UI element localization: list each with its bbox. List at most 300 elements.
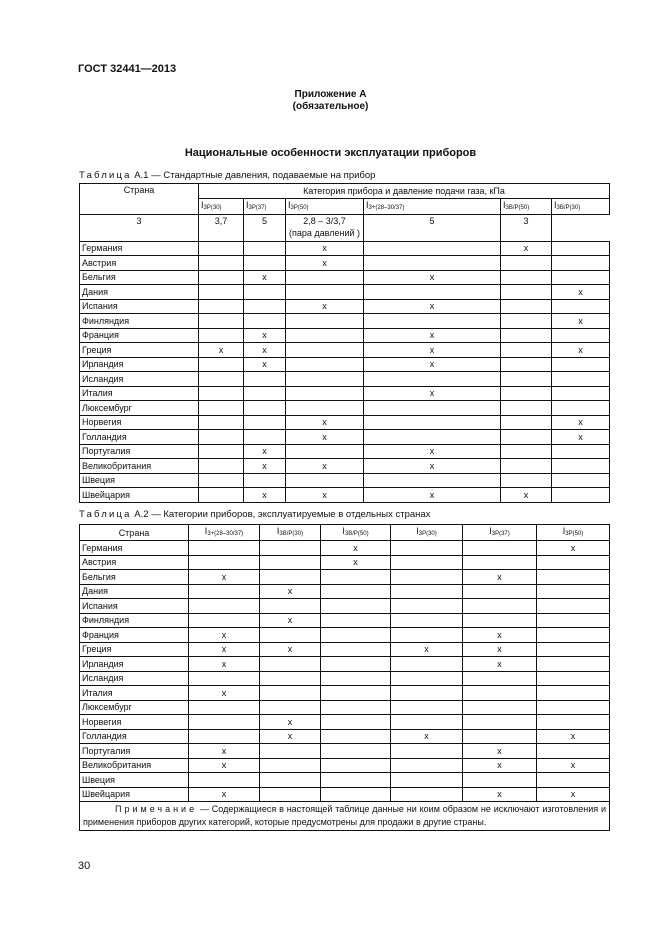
category-base: I [246,199,249,210]
country-cell: Швейцария [80,488,199,503]
mark-cell [501,401,552,416]
mark-cell: x [364,488,501,503]
mark-cell: x [552,285,610,300]
category-base: I [416,526,419,536]
mark-cell: x [286,299,364,314]
table-row [80,459,610,474]
mark-cell [260,628,321,643]
mark-cell [260,744,321,759]
mark-cell [537,570,610,585]
mark-cell [260,671,321,686]
mark-cell: x [364,343,501,358]
category-header-cell [364,198,501,214]
mark-cell: x [260,584,321,599]
mark-cell [244,386,286,401]
table-row [80,343,610,358]
mark-cell [189,599,260,614]
mark-cell [199,386,244,401]
mark-cell [364,241,501,256]
country-cell: Греция [80,642,189,657]
mark-cell: x [244,328,286,343]
mark-cell: x [537,758,610,773]
mark-cell [260,555,321,570]
mark-cell [391,584,463,599]
mark-cell: x [286,415,364,430]
country-cell: Португалия [80,444,199,459]
mark-cell [537,773,610,788]
pressure-value: 3 [136,215,142,226]
appendix-title: Приложение А [294,89,367,100]
table-row [80,599,610,614]
mark-cell: x [244,357,286,372]
mark-cell: x [189,758,260,773]
table-row [80,372,610,387]
category-base: I [489,526,492,536]
mark-cell [286,386,364,401]
mark-cell: x [286,241,364,256]
category-base: I [288,199,291,210]
table-standard-pressures [79,183,610,503]
mark-cell: x [391,642,463,657]
table-row [80,613,610,628]
country-cell: Бельгия [80,270,199,285]
category-base: I [201,199,204,210]
page-number: 30 [78,860,91,872]
table2-caption-text: А.2 — Категории приборов, эксплуатируемые в отдельных странах [134,509,431,520]
pressure-value: 5 [429,215,435,226]
table-row [80,299,610,314]
country-cell: Португалия [80,744,189,759]
category-base: I [204,526,208,536]
table-row [80,686,610,701]
category-subscript: 3+(28–30/37) [368,204,405,211]
mark-cell [321,613,391,628]
pressure-cell [364,214,501,241]
mark-cell [391,555,463,570]
mark-cell [501,430,552,445]
country-cell: Финляндия [80,314,199,329]
mark-cell [501,343,552,358]
mark-cell [552,328,610,343]
mark-cell [199,372,244,387]
mark-cell [463,729,537,744]
category-base: I [366,199,369,210]
category-header-cell [537,525,610,541]
mark-cell [321,584,391,599]
mark-cell [199,473,244,488]
mark-cell: x [286,256,364,271]
mark-cell [260,599,321,614]
table-row [80,642,610,657]
mark-cell [537,657,610,672]
category-header-cell [321,525,391,541]
country-cell: Великобритания [80,459,199,474]
mark-cell: x [286,488,364,503]
mark-cell: x [552,314,610,329]
mark-cell [364,372,501,387]
country-cell: Норвегия [80,415,199,430]
mark-cell [321,570,391,585]
mark-cell [286,444,364,459]
mark-cell [463,584,537,599]
mark-cell [321,686,391,701]
mark-cell: x [364,328,501,343]
mark-cell: x [537,541,610,556]
table-row [80,430,610,445]
country-cell: Великобритания [80,758,189,773]
mark-cell [286,343,364,358]
table-row [80,314,610,329]
mark-cell [501,444,552,459]
country-cell: Ирландия [80,657,189,672]
country-cell: Исландия [80,671,189,686]
category-subscript: 3+(28–30/37) [207,531,244,537]
mark-cell [391,758,463,773]
mark-cell [199,459,244,474]
country-cell: Франция [80,328,199,343]
mark-cell [364,256,501,271]
mark-cell [537,555,610,570]
category-header-cell [391,525,463,541]
mark-cell [463,613,537,628]
category-subscript: 3P(50) [290,204,309,211]
table-row [80,256,610,271]
mark-cell [244,314,286,329]
mark-cell [537,744,610,759]
country-cell: Люксембург [80,401,199,416]
mark-cell [552,401,610,416]
country-cell: Финляндия [80,613,189,628]
mark-cell [391,628,463,643]
mark-cell [189,671,260,686]
country-cell: Бельгия [80,570,189,585]
category-subscript: 3P(30) [203,204,222,211]
table-row [80,555,610,570]
mark-cell [537,686,610,701]
mark-cell [552,473,610,488]
mark-cell [199,488,244,503]
mark-cell [260,657,321,672]
category-subscript: 3B/P(50) [344,531,369,537]
mark-cell [391,686,463,701]
mark-cell [501,386,552,401]
category-base: I [342,526,345,536]
table-row [80,488,610,503]
mark-cell [199,270,244,285]
mark-cell [189,555,260,570]
mark-cell [463,555,537,570]
table-row [80,357,610,372]
category-header-cell [244,198,286,214]
pressure-value: 5 [261,215,267,226]
mark-cell: x [244,343,286,358]
mark-cell [199,314,244,329]
table-row [80,744,610,759]
table-row [80,473,610,488]
mark-cell: x [463,642,537,657]
note-text: — Содержащиеся в настоящей таблице данные ни коим образом не исключают изготовления и применения приборов других категорий, которые предусмотрены для продажи в другие страны. [83,804,606,827]
mark-cell [260,773,321,788]
mark-cell [501,256,552,271]
pressure-pair-note: (пара давлений ) [289,227,360,238]
mark-cell: x [391,729,463,744]
pressure-cell [80,214,199,241]
table-row [80,715,610,730]
table-row [80,328,610,343]
mark-cell: x [463,657,537,672]
mark-cell [537,628,610,643]
note-label: Примечание [115,804,198,814]
table-row [80,270,610,285]
mark-cell [391,541,463,556]
country-cell: Австрия [80,555,189,570]
mark-cell [321,628,391,643]
table1-caption-text: А.1 — Стандартные давления, подаваемые на прибор [134,170,376,181]
mark-cell: x [244,270,286,285]
mark-cell [501,372,552,387]
mark-cell [552,241,610,256]
mark-cell [552,372,610,387]
table-row [80,415,610,430]
country-cell: Швеция [80,473,199,488]
mark-cell: x [199,343,244,358]
country-cell: Исландия [80,372,199,387]
category-header-cell [552,198,610,214]
mark-cell [463,541,537,556]
mark-cell [189,715,260,730]
category-subscript: 3B/P(30) [279,531,304,537]
mark-cell [260,686,321,701]
table1-country-header: Страна [80,184,199,215]
country-cell: Германия [80,541,189,556]
mark-cell: x [463,758,537,773]
mark-cell: x [501,488,552,503]
mark-cell [463,686,537,701]
mark-cell: x [364,299,501,314]
mark-cell: x [244,444,286,459]
mark-cell [501,415,552,430]
country-cell: Италия [80,686,189,701]
pressure-cell [501,214,552,241]
country-cell: Дания [80,584,189,599]
mark-cell: x [463,570,537,585]
mark-cell [244,241,286,256]
mark-cell [364,473,501,488]
mark-cell [321,787,391,802]
pressure-value: 2,8 – 3/3,7 [303,215,346,226]
mark-cell: x [552,415,610,430]
mark-cell [286,372,364,387]
mark-cell [189,773,260,788]
category-subscript: 3P(50) [565,531,584,537]
table-row [80,570,610,585]
mark-cell [321,729,391,744]
mark-cell [552,488,610,503]
mark-cell: x [189,628,260,643]
mark-cell [244,299,286,314]
mark-cell [321,700,391,715]
mark-cell [364,430,501,445]
table-device-categories [79,524,610,831]
mark-cell [199,444,244,459]
mark-cell: x [463,628,537,643]
mark-cell [199,401,244,416]
pressure-value: 3 [523,215,529,226]
mark-cell [537,613,610,628]
mark-cell [260,758,321,773]
table1-caption [79,170,375,181]
category-header-cell [501,198,552,214]
mark-cell [501,459,552,474]
mark-cell [244,401,286,416]
mark-cell [364,314,501,329]
mark-cell: x [321,555,391,570]
mark-cell [552,256,610,271]
mark-cell [260,541,321,556]
country-cell: Дания [80,285,199,300]
mark-cell [189,584,260,599]
mark-cell: x [364,459,501,474]
mark-cell [391,700,463,715]
mark-cell [501,473,552,488]
mark-cell [321,657,391,672]
mark-cell [501,314,552,329]
mark-cell [286,328,364,343]
table-row [80,541,610,556]
mark-cell [391,657,463,672]
mark-cell: x [260,642,321,657]
mark-cell [199,299,244,314]
mark-cell: x [189,686,260,701]
mark-cell [463,700,537,715]
category-subscript: 3B/P(30) [556,204,581,211]
mark-cell: x [260,729,321,744]
table-row [80,758,610,773]
mark-cell: x [321,541,391,556]
mark-cell [463,671,537,686]
category-base: I [554,199,557,210]
mark-cell [244,285,286,300]
mark-cell [501,357,552,372]
mark-cell [463,715,537,730]
mark-cell: x [189,657,260,672]
table-row [80,285,610,300]
country-cell: Австрия [80,256,199,271]
mark-cell: x [244,459,286,474]
mark-cell: x [364,444,501,459]
mark-cell [321,642,391,657]
table2-caption-word: Таблица [79,509,132,520]
mark-cell [391,744,463,759]
table1-group-header: Категория прибора и давление подачи газа, кПа [199,184,610,199]
mark-cell [286,314,364,329]
mark-cell [501,328,552,343]
pressure-cell [286,214,364,241]
mark-cell [321,744,391,759]
table-row [80,628,610,643]
table-row [80,773,610,788]
mark-cell [189,613,260,628]
category-header-cell [286,198,364,214]
mark-cell [391,787,463,802]
mark-cell [199,328,244,343]
mark-cell [391,773,463,788]
country-cell: Испания [80,299,199,314]
mark-cell [537,671,610,686]
category-base: I [276,526,280,536]
mark-cell [189,729,260,744]
mark-cell [391,613,463,628]
mark-cell: x [189,642,260,657]
mark-cell [501,285,552,300]
table-row [80,401,610,416]
mark-cell [199,430,244,445]
mark-cell [286,270,364,285]
pressure-cell [244,214,286,241]
mark-cell: x [260,613,321,628]
table-row [80,671,610,686]
category-subscript: 3P(37) [491,531,510,537]
table-row [80,386,610,401]
country-cell: Италия [80,386,199,401]
category-header-cell [199,198,244,214]
mark-cell: x [552,430,610,445]
mark-cell: x [189,744,260,759]
mark-cell: x [537,729,610,744]
category-subscript: 3B/P(50) [505,204,530,211]
country-cell: Германия [80,241,199,256]
mark-cell: x [463,744,537,759]
mark-cell: x [364,357,501,372]
mark-cell [391,570,463,585]
mark-cell [552,357,610,372]
mark-cell [189,541,260,556]
mark-cell [244,430,286,445]
country-cell: Голландия [80,729,189,744]
category-header-cell [260,525,321,541]
table2-country-header: Страна [80,525,189,541]
mark-cell [260,700,321,715]
mark-cell: x [189,570,260,585]
mark-cell [552,270,610,285]
mark-cell [552,299,610,314]
mark-cell [244,473,286,488]
mark-cell: x [286,459,364,474]
mark-cell [199,285,244,300]
mark-cell [286,285,364,300]
mark-cell [321,773,391,788]
mark-cell [537,700,610,715]
mark-cell [199,256,244,271]
table-row [80,584,610,599]
mark-cell [244,372,286,387]
table2-note [80,802,610,831]
mark-cell [501,299,552,314]
mark-cell: x [552,343,610,358]
mark-cell [552,459,610,474]
mark-cell [364,415,501,430]
mark-cell [199,415,244,430]
mark-cell [189,700,260,715]
table-row [80,444,610,459]
mark-cell [364,285,501,300]
mark-cell: x [537,787,610,802]
category-header-cell [189,525,260,541]
table2-caption [79,509,430,520]
table-row [80,700,610,715]
mark-cell [321,715,391,730]
mark-cell [463,773,537,788]
